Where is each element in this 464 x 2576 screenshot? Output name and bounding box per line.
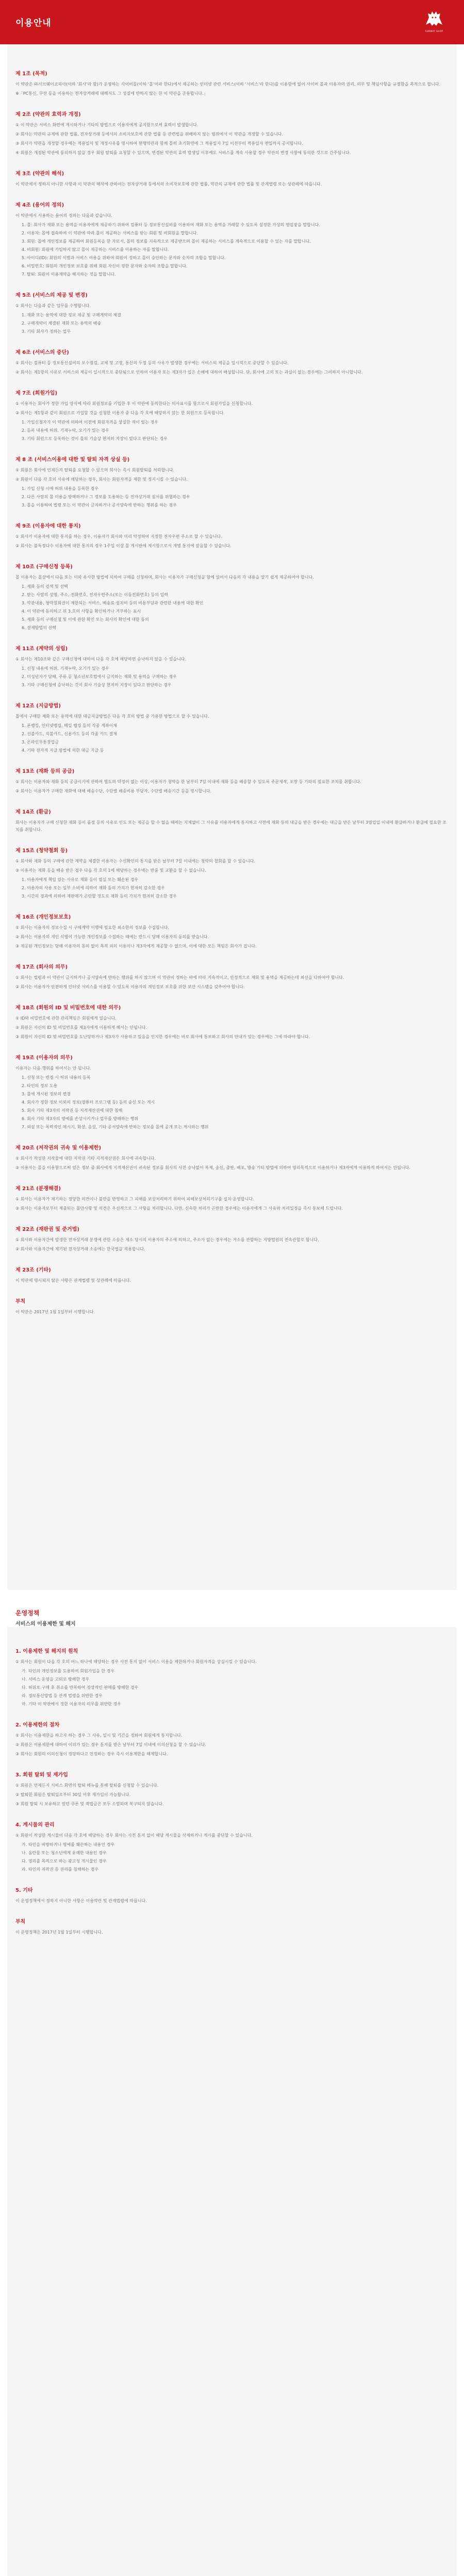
terms-article-body [15, 360, 449, 376]
terms-article-body [15, 1236, 449, 1253]
operation-paragraph: ③ 회원 탈퇴 시 보유하고 있던 쿠폰 및 적립금은 모두 소멸되며 복구되지 않습니다. [15, 1802, 164, 1806]
terms-article-title: 제 19조 (이용자의 의무) [15, 1055, 73, 1061]
terms-paragraph: ② 이용자는 몰을 이용함으로써 얻은 정보 중 회사에게 지적재산권이 귀속된 정보를 회사의 사전 승낙없이 복제, 송신, 출판, 배포, 방송 기타 방법에 의하여 영리목적으로 이용하거나 제3자에게 이용하게 하여서는 안됩니다. [15, 1165, 410, 1170]
terms-article-body [15, 122, 449, 157]
terms-paragraph: ④ 회원은 개정된 약관에 동의하지 않을 경우 회원 탈퇴를 요청할 수 있으며, 변경된 약관의 효력 발생일 이후에도 서비스를 계속 사용할 경우 약관의 변경 사항에 동의한 것으로 간주됩니다. [15, 150, 351, 155]
terms-article-title: 제 8 조 (서비스이용에 대한 및 탈퇴 자격 상실 등) [15, 457, 130, 463]
terms-article-title: 제 6조 (서비스의 중단) [15, 350, 69, 355]
operation-title: 운영정책 [15, 1609, 40, 1617]
terms-paragraph: ① 회사가 작성한 저작물에 대한 저작권 기타 지적재산권은 회사에 귀속합니다. [15, 1156, 156, 1161]
operation-article-body [15, 1658, 449, 1708]
operation-article-body [15, 1897, 449, 1905]
terms-article-body [15, 924, 449, 950]
terms-list-item: 3. 기타 구매신청에 승낙하는 것이 회사 기술상 현저히 지장이 있다고 판단하는 경우 [22, 683, 172, 687]
operation-list-item: 나. 음란물 또는 청소년에게 유해한 내용인 경우 [22, 1851, 107, 1855]
terms-paragraph: ① 회사와 이용자간에 발생한 전자상거래 분쟁에 관한 소송은 제소 당시의 이용자의 주소에 의하고, 주소가 없는 경우에는 거소를 관할하는 지방법원의 전속관할로 합니다. [15, 1238, 319, 1242]
terms-list-item: 5. 아이디(ID): 회원의 식별과 서비스 이용을 위하여 회원이 정하고 몰이 승인하는 문자와 숫자의 조합을 말합니다. [22, 256, 226, 260]
page-header [0, 0, 464, 44]
terms-paragraph: ① 회사는 법령과 이 약관이 금지하거나 공서양속에 반하는 행위를 하지 않으며 이 약관이 정하는 바에 따라 지속적이고, 안정적으로 재화 및 용역을 제공하는데 최선을 다하여야 합니다. [15, 975, 344, 980]
operation-paragraph: ① 회원이 작성한 게시물이 다음 각 호에 해당하는 경우 회사는 사전 통지 없이 해당 게시물을 삭제하거나 게시를 중단할 수 있습니다. [15, 1833, 253, 1838]
terms-list-item: 2. 이용자: 몰에 접속하여 이 약관에 따라 몰이 제공하는 서비스를 받는 회원 및 비회원을 말합니다. [22, 231, 198, 235]
page-title: 이용안내 [15, 18, 52, 28]
terms-paragraph: ② 이용자는 재화 등을 배송 받은 경우 다음 각 호의 1에 해당하는 경우에는 반품 및 교환을 할 수 없습니다. [15, 868, 206, 873]
terms-article-title: 제 18조 (회원의 ID 및 비밀번호에 대한 의무) [15, 1005, 121, 1011]
terms-list-item: 1. 재화 등의 검색 및 선택 [22, 584, 68, 589]
terms-article-body [15, 533, 449, 550]
terms-paragraph: ① 회사는 컴퓨터 등 정보통신설비의 보수점검, 교체 및 고장, 통신의 두절 등의 사유가 발생한 경우에는 서비스의 제공을 일시적으로 중단할 수 있습니다. [15, 361, 289, 365]
terms-article-title: 제 5조 (서비스의 제공 및 변경) [15, 293, 88, 298]
terms-article-title: 제 23조 (기타) [15, 1267, 51, 1273]
terms-article-body [15, 1015, 449, 1041]
brand-logo [420, 7, 449, 37]
terms-article-title: 제 20조 (저작권의 귀속 및 이용제한) [15, 1145, 102, 1151]
operation-content [7, 1627, 457, 2576]
terms-paragraph: 몰 이용자는 몰상에서 다음 또는 이와 유사한 방법에 의하여 구매를 신청하며, 회사는 이용자가 구매신청을 함에 있어서 다음의 각 내용을 알기 쉽게 제공하여야 합니다. [15, 575, 314, 580]
terms-article-body [15, 1309, 449, 1316]
terms-paragraph: 이 약관에서 사용하는 용어의 정의는 다음과 같습니다. [15, 213, 112, 218]
terms-list-item: 2. 다른 사람의 몰 이용을 방해하거나 그 정보를 도용하는 등 전자상거래 질서를 위협하는 경우 [22, 495, 190, 499]
operation-article-body [15, 1832, 449, 1873]
operation-article-title: 2. 이용제한의 절차 [15, 1722, 60, 1728]
lion-crest-icon [423, 7, 445, 30]
terms-article-title: 제 12조 (지급방법) [15, 703, 61, 709]
terms-article-title: 제 3조 (약관의 해석) [15, 171, 64, 177]
terms-list-item: 3. 기타 회사가 정하는 업무 [22, 329, 71, 334]
operation-article-title: 4. 게시물의 관리 [15, 1822, 55, 1828]
terms-paragraph: ① 회사는 다음과 같은 업무를 수행합니다. [15, 303, 91, 308]
terms-content [7, 44, 457, 1590]
terms-paragraph: ② 회원은 자신의 ID 및 비밀번호를 제3자에게 이용하게 해서는 안됩니다. [15, 1025, 147, 1030]
terms-paragraph: 이 약관은 2017년 1월 1일부터 시행합니다. [15, 1310, 95, 1314]
operation-article-body [15, 1782, 449, 1808]
terms-paragraph: 이 약관에 명시되지 않은 사항은 관계법령 및 상관례에 따릅니다. [15, 1278, 131, 1283]
operation-paragraph: ② 회원은 이용제한에 대하여 이의가 있는 경우 통지를 받은 날부터 7일 이내에 이의신청을 할 수 있습니다. [15, 1742, 206, 1747]
terms-article-title: 제 14조 (환급) [15, 809, 51, 815]
terms-list-item: 7. 외설 또는 폭력적인 메시지, 화상, 음성, 기타 공서양속에 반하는 정보를 몰에 공개 또는 게시하는 행위 [22, 1125, 209, 1129]
operation-list-item: 다. 영리를 목적으로 하는 광고성 게시물인 경우 [22, 1859, 107, 1863]
terms-paragraph: 몰에서 구매한 재화 또는 용역에 대한 대금지급방법은 다음 각 호의 방법 중 가용한 방법으로 할 수 있습니다. [15, 714, 209, 719]
terms-article-body [15, 81, 449, 97]
terms-paragraph: 이 약관에서 정하지 아니한 사항과 이 약관의 해석에 관하여는 전자상거래 등에서의 소비자보호에 관한 법률, 약관의 규제에 관한 법률 및 관계법령 또는 상관례에 따릅니다. [15, 182, 322, 187]
terms-article-body [15, 574, 449, 632]
terms-paragraph: ① 회사와 재화 등의 구매에 관한 계약을 체결한 이용자는 수신확인의 통지를 받은 날부터 7일 이내에는 청약의 철회를 할 수 있습니다. [15, 859, 255, 863]
operation-paragraph: ① 회사는 이용제한을 하고자 하는 경우 그 사유, 일시 및 기간을 정하여 회원에게 통지합니다. [15, 1733, 183, 1738]
terms-list-item: 4. 기타 전자적 지급 방법에 의한 대금 지급 등 [22, 748, 104, 753]
terms-list-item: 7. 탈퇴: 회원이 이용계약을 해지하는 것을 말합니다. [22, 272, 116, 277]
terms-list-item: 6. 회사 기타 제3자의 명예를 손상시키거나 업무를 방해하는 행위 [22, 1116, 139, 1121]
terms-list-item: 4. 이 약관에 동의하고 위 3.호의 사항을 확인하거나 거부하는 표시 [22, 609, 141, 614]
terms-article-title: 제 22조 (재판권 및 준거법) [15, 1227, 79, 1232]
operation-paragraph: 이 운영정책은 2017년 1월 1일부터 시행합니다. [15, 1930, 103, 1935]
terms-paragraph: ② 회사는 이용자로부터 제출되는 불만사항 및 의견은 우선적으로 그 사항을 처리합니다. 다만, 신속한 처리가 곤란한 경우에는 이용자에게 그 사유와 처리일정을 즉시 통보해 드립니다. [15, 1206, 343, 1211]
terms-list-item: 6. 결제방법의 선택 [22, 625, 56, 630]
operation-subtitle: 서비스의 이용제한 및 해지 [15, 1621, 76, 1627]
terms-paragraph: ① 회사는 이용자가 제기하는 정당한 의견이나 불만을 반영하고 그 피해를 보상처리하기 위하여 피해보상처리기구를 설치·운영합니다. [15, 1197, 254, 1201]
terms-list-item: 1. 몰: 회사가 재화 또는 용역을 이용자에게 제공하기 위하여 컴퓨터 등 정보통신설비를 이용하여 재화 또는 용역을 거래할 수 있도록 설정한 가상의 영업장을 말합니다. [22, 223, 320, 227]
terms-article-title: 제 21조 (분쟁해결) [15, 1186, 61, 1192]
terms-paragraph: ③ 제공된 개인정보는 당해 이용자의 동의 없이 목적 외의 이용이나 제3자에게 제공할 수 없으며, 이에 대한 모든 책임은 회사가 집니다. [15, 944, 257, 948]
terms-list-item: 3. 몰을 이용하여 법령 또는 이 약관이 금지하거나 공서양속에 반하는 행위를 하는 경우 [22, 503, 177, 507]
operation-paragraph: 이 운영정책에서 정하지 아니한 사항은 이용약관 및 관계법령에 따릅니다. [15, 1899, 147, 1903]
terms-paragraph: ② 회사는 이용자의 개인 식별이 가능한 개인정보를 수집하는 때에는 반드시 당해 이용자의 동의를 받습니다. [15, 935, 209, 939]
terms-paragraph: 회사는 이용자가 구매 신청한 재화 등이 품절 등의 사유로 인도 또는 제공을 할 수 없을 때에는 지체없이 그 사유를 이용자에게 통지하고 사전에 재화 등의 대금을 받은 경우에는 대금을 받은 날부터 3영업일 이내에 환급하거나 환급에 필요한 조치를 취합니다. [15, 820, 446, 832]
terms-list-item: 3. 몰에 게시된 정보의 변경 [22, 1092, 71, 1096]
terms-list-item: 3. 기타 회원으로 등록하는 것이 몰의 기술상 현저히 지장이 있다고 판단되는 경우 [22, 436, 168, 441]
terms-article-body [15, 656, 449, 689]
terms-paragraph: ③ 회원이 자신의 ID 및 비밀번호를 도난당하거나 제3자가 사용하고 있음을 인지한 경우에는 바로 회사에 통보하고 회사의 안내가 있는 경우에는 그에 따라야 합니다. [15, 1035, 310, 1039]
terms-list-item: 3. 회원: 몰에 개인정보를 제공하여 회원등록을 한 자로서, 몰의 정보를 지속적으로 제공받으며 몰이 제공하는 서비스를 계속적으로 이용할 수 있는 자를 말합니다. [22, 239, 311, 244]
operation-article-title: 5. 기타 [15, 1888, 33, 1893]
terms-article-body [15, 778, 449, 795]
terms-paragraph: ② 회사는 약관의 규제에 관한 법률, 전자상거래 등에서의 소비자보호에 관한 법률 등 관련법을 위배하지 않는 범위에서 이 약관을 개정할 수 있습니다. [15, 132, 284, 137]
terms-article-title: 제 1조 (목적) [15, 71, 47, 77]
terms-list-item: 1. 신청 또는 변경 시 허위 내용의 등록 [22, 1075, 91, 1080]
terms-list-item: 5. 회사 기타 제3자의 저작권 등 지적재산권에 대한 침해 [22, 1108, 123, 1113]
terms-article-body [15, 400, 449, 443]
terms-paragraph: ① 회사는 이용자와 재화 등의 공급시기에 관하여 별도의 약정이 없는 이상, 이용자가 청약을 한 날부터 7일 이내에 재화 등을 배송할 수 있도록 주문제작, 포장 등 기타의 필요한 조치를 취합니다. [15, 779, 361, 784]
terms-list-item: 4. 비회원: 회원에 가입하지 않고 몰이 제공하는 서비스를 이용하는 자를 말합니다. [22, 247, 169, 252]
terms-list-item: 1. 이용자에게 책임 있는 사유로 재화 등이 멸실 또는 훼손된 경우 [22, 877, 139, 882]
operation-article-body [15, 1732, 449, 1758]
terms-list-item: 2. 등록 내용에 허위, 기재누락, 오기가 있는 경우 [22, 428, 109, 433]
terms-list-item: 2. 선불카드, 직불카드, 신용카드 등의 각종 카드 결제 [22, 732, 118, 736]
terms-article-title: 제 16조 (개인정보보호) [15, 914, 71, 920]
terms-article-body [15, 1196, 449, 1212]
terms-article-body [15, 1277, 449, 1284]
terms-paragraph: ② 회사는 이용자가 안전하게 인터넷 서비스를 이용할 수 있도록 이용자의 개인정보 보호를 위한 보안 시스템을 갖추어야 합니다. [15, 985, 245, 989]
terms-article-title: 제 15조 (청약철회 등) [15, 848, 68, 854]
terms-article-body [15, 974, 449, 991]
terms-list-item: 6. 비밀번호: 회원의 개인정보 보호를 위해 회원 자신이 정한 문자와 숫자의 조합을 말합니다. [22, 264, 188, 268]
terms-paragraph: ② 회사는 제1항과 같이 회원으로 가입할 것을 신청한 이용자 중 다음 각 호에 해당하지 않는 한 회원으로 등록합니다. [15, 411, 225, 415]
terms-paragraph: 이용자는 다음 행위를 하여서는 안 됩니다. [15, 1066, 91, 1071]
terms-list-item: 4. 회사가 정한 정보 이외의 정보(컴퓨터 프로그램 등) 등의 송신 또는 게시 [22, 1100, 155, 1105]
operation-list-item: 가. 타인을 비방하거나 명예를 훼손하는 내용인 경우 [22, 1842, 115, 1847]
terms-paragraph: ② 회사는 이용자가 구매한 재화에 대해 배송수단, 수단별 배송비용 부담자, 수단별 배송기간 등을 명시합니다. [15, 789, 212, 793]
terms-list-item: 3. 약관내용, 청약철회권이 제한되는 서비스, 배송료·설치비 등의 비용부담과 관련한 내용에 대한 확인 [22, 601, 204, 605]
terms-paragraph: ① ID와 비밀번호에 관한 관리책임은 회원에게 있습니다. [15, 1016, 117, 1021]
operation-article-title: 부칙 [15, 1919, 26, 1925]
terms-article-title: 제 17조 (회사의 의무) [15, 964, 68, 970]
terms-list-item: 3. 온라인무통장입금 [22, 740, 59, 744]
terms-list-item: 3. 시간의 경과에 의하여 재판매가 곤란할 정도로 재화 등의 가치가 현저히 감소한 경우 [22, 894, 177, 899]
terms-paragraph: ① 회원은 회사에 언제든지 탈퇴를 요청할 수 있으며 회사는 즉시 회원탈퇴를 처리합니다. [15, 468, 175, 472]
terms-list-item: 2. 미성년자가 담배, 주류 등 청소년보호법에서 금지하는 재화 및 용역을 구매하는 경우 [22, 674, 177, 679]
terms-list-item: 5. 재화 등의 구매신청 및 이에 관한 확인 또는 회사의 확인에 대한 동의 [22, 617, 149, 622]
terms-list-item: 2. 받는 사람의 성명, 주소, 전화번호, 전자우편주소(또는 이동전화번호) 등의 입력 [22, 592, 168, 597]
terms-article-body [15, 181, 449, 188]
terms-paragraph: ① 회사는 이용자의 정보수집 시 구매계약 이행에 필요한 최소한의 정보를 수집합니다. [15, 925, 169, 930]
operation-list-item: 마. 기타 이 약관에서 정한 이용자의 의무를 위반한 경우 [22, 1702, 121, 1706]
terms-list-item: 1. 가입 신청 시에 허위 내용을 등록한 경우 [22, 486, 99, 491]
terms-list-item: 2. 구매계약이 체결된 재화 또는 용역의 배송 [22, 321, 102, 326]
terms-list-item: 2. 타인의 정보 도용 [22, 1083, 58, 1088]
terms-article-body [15, 819, 449, 834]
terms-paragraph: ① 이 약관은 서비스 화면에 게시하거나 기타의 방법으로 이용자에게 공지함으로써 효력이 발생합니다. [15, 123, 198, 127]
terms-paragraph: 이 약관은 ㈜서브웨이코리아(이하 ‘회사’라 함)가 운영하는 사이버몰(이하 ‘몰’이라 한다)에서 제공하는 인터넷 관련 서비스(이하 ‘서비스’라 한다)를 이용함에 있어 사이버 몰과 이용자의 권리, 의무 및 책임사항을 규정함을 목적으로 합니다. [15, 82, 441, 87]
operation-article-title: 3. 회원 탈퇴 및 재가입 [15, 1772, 68, 1778]
terms-list-item: 1. 가입신청자가 이 약관에 의하여 이전에 회원자격을 상실한 적이 있는 경우 [22, 420, 158, 425]
operation-paragraph: ① 회원은 언제든지 서비스 화면의 탈퇴 메뉴를 통해 탈퇴를 신청할 수 있습니다. [15, 1783, 159, 1788]
terms-paragraph: ② 회원이 다음 각 호의 사유에 해당하는 경우, 회사는 회원자격을 제한 및 정지시킬 수 있습니다. [15, 477, 188, 482]
operation-list-item: 나. 서비스 운영을 고의로 방해한 경우 [22, 1677, 90, 1682]
terms-paragraph: ① 회사는 제10조와 같은 구매신청에 대하여 다음 각 호에 해당하면 승낙하지 않을 수 있습니다. [15, 657, 187, 662]
terms-paragraph: ※「PC통신, 무선 등을 이용하는 전자상거래에 대해서도 그 성질에 반하지 않는 한 이 약관을 준용합니다.」 [15, 91, 208, 96]
terms-paragraph: ① 이용자는 회사가 정한 가입 양식에 따라 회원정보를 기입한 후 이 약관에 동의한다는 의사표시를 함으로서 회원가입을 신청합니다. [15, 401, 253, 406]
terms-article-title: 제 2조 (약관의 효력과 개정) [15, 112, 81, 117]
operation-paragraph: ① 회사는 회원이 다음 각 호의 어느 하나에 해당하는 경우 사전 통지 없이 서비스 이용을 제한하거나 회원자격을 상실시킬 수 있습니다. [15, 1659, 257, 1664]
operation-article-title: 1. 이용제한 및 해지의 원칙 [15, 1649, 78, 1654]
operation-article-body [15, 1929, 449, 1936]
terms-list-item: 1. 폰뱅킹, 인터넷뱅킹, 메일 뱅킹 등의 각종 계좌이체 [22, 723, 118, 728]
terms-article-title: 제 4조 (용어의 정의) [15, 202, 64, 208]
terms-list-item: 2. 이용자의 사용 또는 일부 소비에 의하여 재화 등의 가치가 현저히 감소한 경우 [22, 886, 165, 890]
terms-article-body [15, 212, 449, 278]
terms-list-item: 1. 재화 또는 용역에 대한 정보 제공 및 구매계약의 체결 [22, 313, 121, 317]
terms-article-title: 제 7조 (회원가입) [15, 391, 58, 396]
terms-article-body [15, 467, 449, 509]
operation-list-item: 라. 정보통신망법 등 관계 법령을 위반한 경우 [22, 1693, 103, 1698]
operation-list-item: 가. 타인의 개인정보를 도용하여 회원가입을 한 경우 [22, 1669, 115, 1673]
operation-paragraph: ③ 회사는 회원의 이의신청이 정당하다고 인정하는 경우 즉시 이용제한을 해제합니다. [15, 1752, 168, 1756]
terms-article-body [15, 858, 449, 900]
terms-article-body [15, 1155, 449, 1172]
terms-paragraph: ③ 회사가 약관을 개정할 경우에는 적용일자 및 개정사유를 명시하여 현행약관과 함께 몰의 초기화면에 그 적용일자 7일 이전부터 적용일자 전일까지 공지합니다. [15, 141, 303, 146]
terms-article-title: 부칙 [15, 1299, 26, 1304]
terms-article-body [15, 1065, 449, 1131]
terms-paragraph: ② 회사와 이용자간에 제기된 전자상거래 소송에는 한국법을 적용합니다. [15, 1247, 145, 1251]
terms-article-title: 제 10조 (구매신청 등록) [15, 564, 73, 570]
terms-article-body [15, 302, 449, 335]
terms-paragraph: ① 회사가 이용자에 대한 통지를 하는 경우, 이용자가 회사와 미리 약정하여 지정한 전자우편 주소로 할 수 있습니다. [15, 534, 222, 539]
terms-article-body [15, 713, 449, 754]
terms-paragraph: ② 회사는 제1항의 사유로 서비스의 제공이 일시적으로 중단됨으로 인하여 이용자 또는 제3자가 입은 손해에 대하여 배상합니다. 단, 회사에 고의 또는 과실이 없는 경우에는 그러하지 아니합니다. [15, 370, 363, 375]
operation-list-item: 다. 허위로 구매 후 취소를 반복하여 정상적인 판매를 방해한 경우 [22, 1685, 139, 1690]
terms-paragraph: ② 회사는 불특정다수 이용자에 대한 통지의 경우 1주일 이상 몰 게시판에 게시함으로서 개별 통지에 갈음할 수 있습니다. [15, 544, 231, 548]
logo-text: SUBWAY SHOP [425, 30, 443, 32]
operation-list-item: 라. 타인의 저작권 등 권리를 침해하는 경우 [22, 1867, 99, 1872]
terms-article-title: 제 13조 (재화 등의 공급) [15, 769, 75, 774]
terms-article-title: 제 9조 (이용자에 대한 통지) [15, 523, 81, 529]
operation-paragraph: ② 탈퇴한 회원은 탈퇴일로부터 30일 이후 재가입이 가능합니다. [15, 1792, 131, 1797]
terms-list-item: 1. 신청 내용에 허위, 기재누락, 오기가 있는 경우 [22, 666, 109, 671]
terms-article-title: 제 11조 (계약의 성립) [15, 646, 68, 652]
